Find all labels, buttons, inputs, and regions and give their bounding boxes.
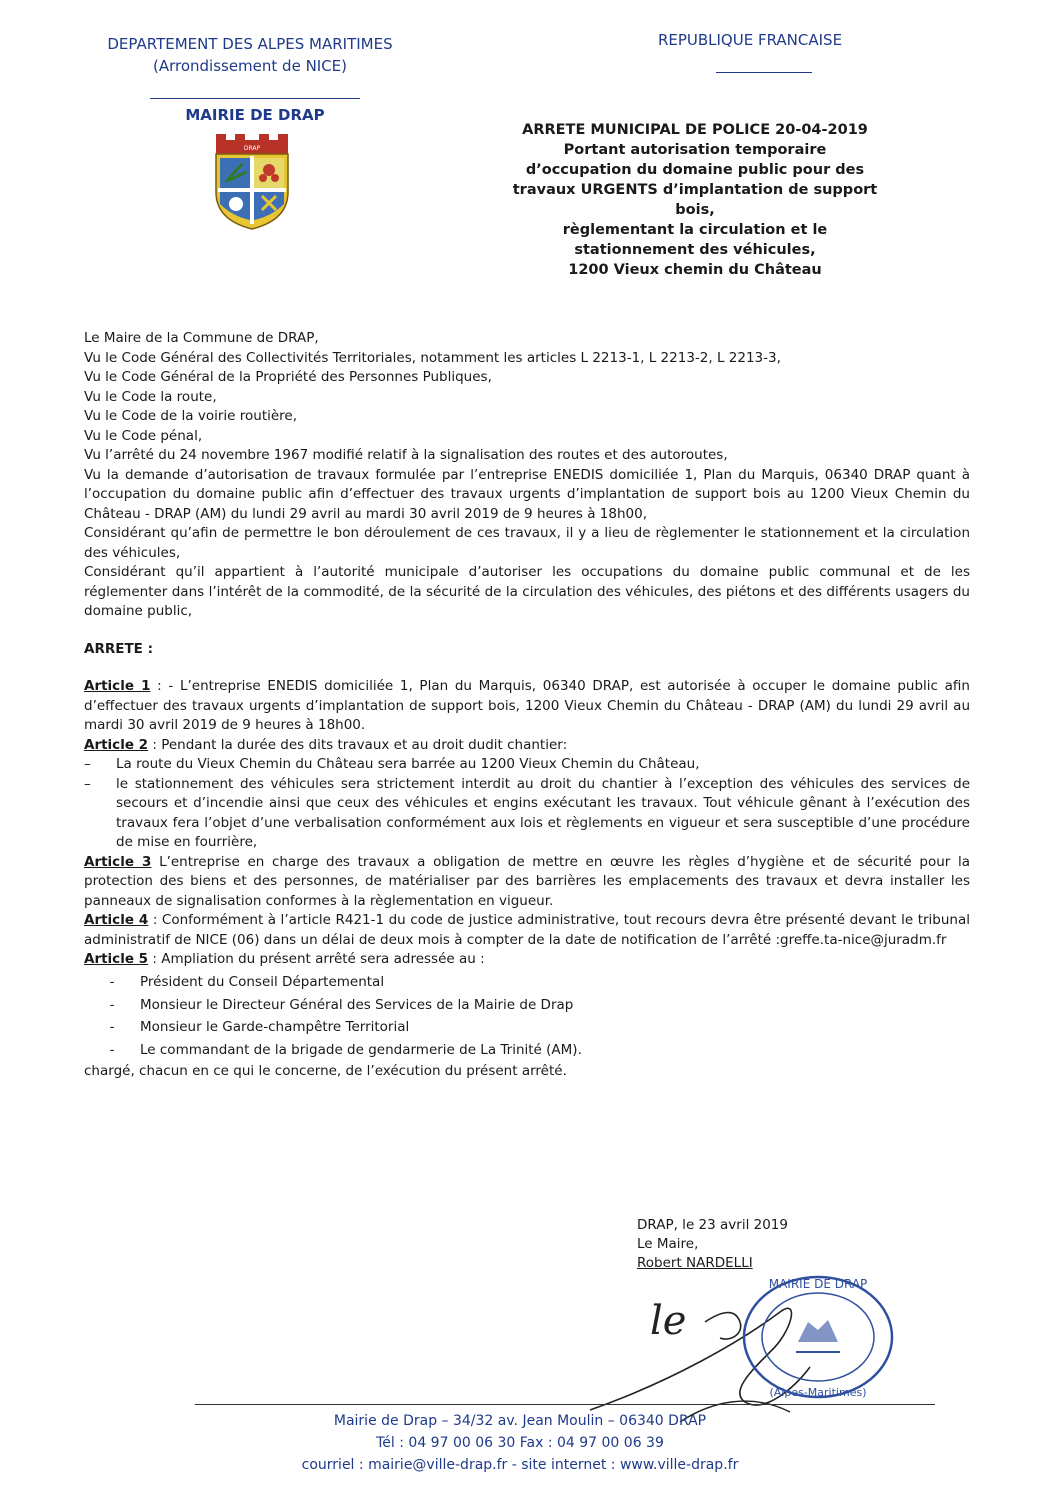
ampliation-list <box>84 972 970 1062</box>
article-text: : Pendant la durée des dits travaux et au droit dudit chantier: <box>148 736 568 753</box>
article-label: Article 5 <box>84 951 149 967</box>
republic-underline <box>716 72 812 73</box>
article-3 <box>84 853 970 912</box>
article-5 <box>84 950 970 970</box>
ampliation-item: - Monsieur le Garde-champêtre Territorial <box>109 1019 410 1035</box>
footer-address: Mairie de Drap – 34/32 av. Jean Moulin – 06340 DRAP <box>333 1413 707 1429</box>
title-line: Portant autorisation temporaire <box>563 142 827 158</box>
footer-email-website: courriel : mairie@ville-drap.fr - site internet : www.ville-drap.fr <box>301 1457 739 1473</box>
preamble-line: Le Maire de la Commune de DRAP, <box>84 330 319 346</box>
mairie-name: MAIRIE DE DRAP <box>185 106 325 124</box>
preamble-line: Vu le Code Général des Collectivités Territoriales, notamment les articles L 2213-1, L 2213-2, L 2213-3, <box>84 349 781 366</box>
footer-contact <box>200 1410 840 1476</box>
republic-header: REPUBLIQUE FRANCAISE <box>657 31 843 49</box>
article-text: : - L’entreprise ENEDIS domiciliée 1, Plan du Marquis, 06340 DRAP, est autorisée à occuper le domaine public afin d’effectuer des travaux urgents d’implantation de support bois, 1200 Vieux Chemin du Château - DRAP (AM) du lundi 29 avril au mardi 30 avril 2019 de 9 heures à 18h00. <box>84 678 970 733</box>
preamble-line: Vu la demande d’autorisation de travaux formulée par l’entreprise ENEDIS domiciliée 1, Plan du Marquis, 06340 DRAP quant à l’occupation du domaine public afin d’effectuer des travaux urgents d’implantation de support bois au 1200 Vieux Chemin du Château - DRAP (AM) du lundi 29 avril au mardi 30 avril 2019 de 9 heures à 18h00, <box>84 466 970 522</box>
svg-text:MAIRIE DE DRAP: MAIRIE DE DRAP <box>768 1277 868 1291</box>
article-2 <box>84 736 970 756</box>
title-line: stationnement des véhicules, <box>574 242 816 258</box>
title-line: ARRETE MUNICIPAL DE POLICE 20-04-2019 <box>522 122 868 138</box>
footer-divider <box>195 1404 935 1405</box>
decree-title <box>460 120 930 280</box>
article-text: : Conformément à l’article R421-1 du code de justice administrative, tout recours devra être présenté devant le tribunal administratif de NICE (06) dans un délai de deux mois à compter de la date de notification de l’arrêté :greffe.ta-nice@juradm.fr <box>84 912 970 948</box>
signature-block <box>637 1216 788 1273</box>
article-label: Article 3 <box>84 853 152 870</box>
department-header <box>60 33 440 77</box>
article-2-item: – La route du Vieux Chemin du Château sera barrée au 1200 Vieux Chemin du Château, <box>84 756 700 772</box>
preamble-line: Vu le Code Général de la Propriété des Personnes Publiques, <box>84 369 492 385</box>
preamble-line: Considérant qu’afin de permettre le bon déroulement de ces travaux, il y a lieu de règlementer le stationnement et la circulation des véhicules, <box>84 525 970 561</box>
place-date: DRAP, le 23 avril 2019 <box>637 1217 788 1233</box>
arrete-heading: ARRETE : <box>84 640 153 657</box>
article-label: Article 4 <box>84 912 149 928</box>
article-label: Article 2 <box>84 736 149 753</box>
footer-phone: Tél : 04 97 00 06 30 Fax : 04 97 00 06 39 <box>376 1435 664 1451</box>
mayor-role: Le Maire, <box>637 1236 699 1252</box>
article-text: : Ampliation du présent arrêté sera adressée au : <box>148 951 485 967</box>
drap-crest-logo <box>212 134 292 230</box>
title-line: bois, <box>675 202 715 218</box>
article-text: L’entreprise en charge des travaux a obligation de mettre en œuvre les règles d’hygiène et de sécurité pour la protection des biens et des personnes, de matérialiser par des barrières les emplacements des travaux et devra installer les panneaux de signalisation conformes à la règlementation en vigueur. <box>84 853 970 909</box>
mayor-name: Robert NARDELLI <box>637 1255 753 1271</box>
title-line: d’occupation du domaine public pour des <box>525 162 865 178</box>
title-line: règlementant la circulation et le <box>562 222 828 238</box>
svg-text:(Alpes-Maritimes): (Alpes-Maritimes) <box>769 1386 867 1399</box>
article-label: Article 1 <box>84 678 151 694</box>
svg-text:DRAP: DRAP <box>243 145 261 152</box>
department-name: DEPARTEMENT DES ALPES MARITIMES <box>107 35 393 53</box>
ampliation-item: - Monsieur le Directeur Général des Services de la Mairie de Drap <box>109 996 574 1013</box>
title-line: 1200 Vieux chemin du Château <box>568 262 822 278</box>
ampliation-item: - Le commandant de la brigade de gendarmerie de La Trinité (AM). <box>109 1041 582 1058</box>
closing-line: chargé, chacun en ce qui le concerne, de l’exécution du présent arrêté. <box>84 1062 567 1079</box>
ampliation-item: - Président du Conseil Départemental <box>109 974 385 990</box>
preamble-line: Considérant qu’il appartient à l’autorité municipale d’autoriser les occupations du domaine public communal et de les réglementer dans l’intérêt de la commodité, de la sécurité de la circulation des véhicules, des piétons et des différents usagers du domaine public, <box>84 564 970 619</box>
preamble-line: Vu le Code la route, <box>84 388 217 405</box>
preamble-line: Vu le Code de la voirie routière, <box>84 408 298 424</box>
svg-text:le: le <box>650 1298 687 1344</box>
article-1 <box>84 677 970 736</box>
header-divider <box>150 98 360 99</box>
arrondissement-name: (Arrondissement de NICE) <box>152 57 348 75</box>
preamble-line: Vu le Code pénal, <box>84 427 203 444</box>
decree-body <box>84 329 970 1081</box>
article-4 <box>84 911 970 950</box>
title-line: travaux URGENTS d’implantation de support <box>512 182 878 198</box>
preamble-line: Vu l’arrêté du 24 novembre 1967 modifié relatif à la signalisation des routes et des autoroutes, <box>84 447 728 463</box>
article-2-item: – le stationnement des véhicules sera strictement interdit au droit du chantier à l’exception des véhicules des services de secours et d’incendie ainsi que ceux des véhicules et engins exécutant les travaux. Tout véhicule gênant à l’exécution des travaux fera l’objet d’une verbalisation conformément aux lois et règlements en vigueur et sera susceptible d’une procédure de mise en fourrière, <box>84 775 970 850</box>
mairie-stamp <box>738 1272 898 1402</box>
